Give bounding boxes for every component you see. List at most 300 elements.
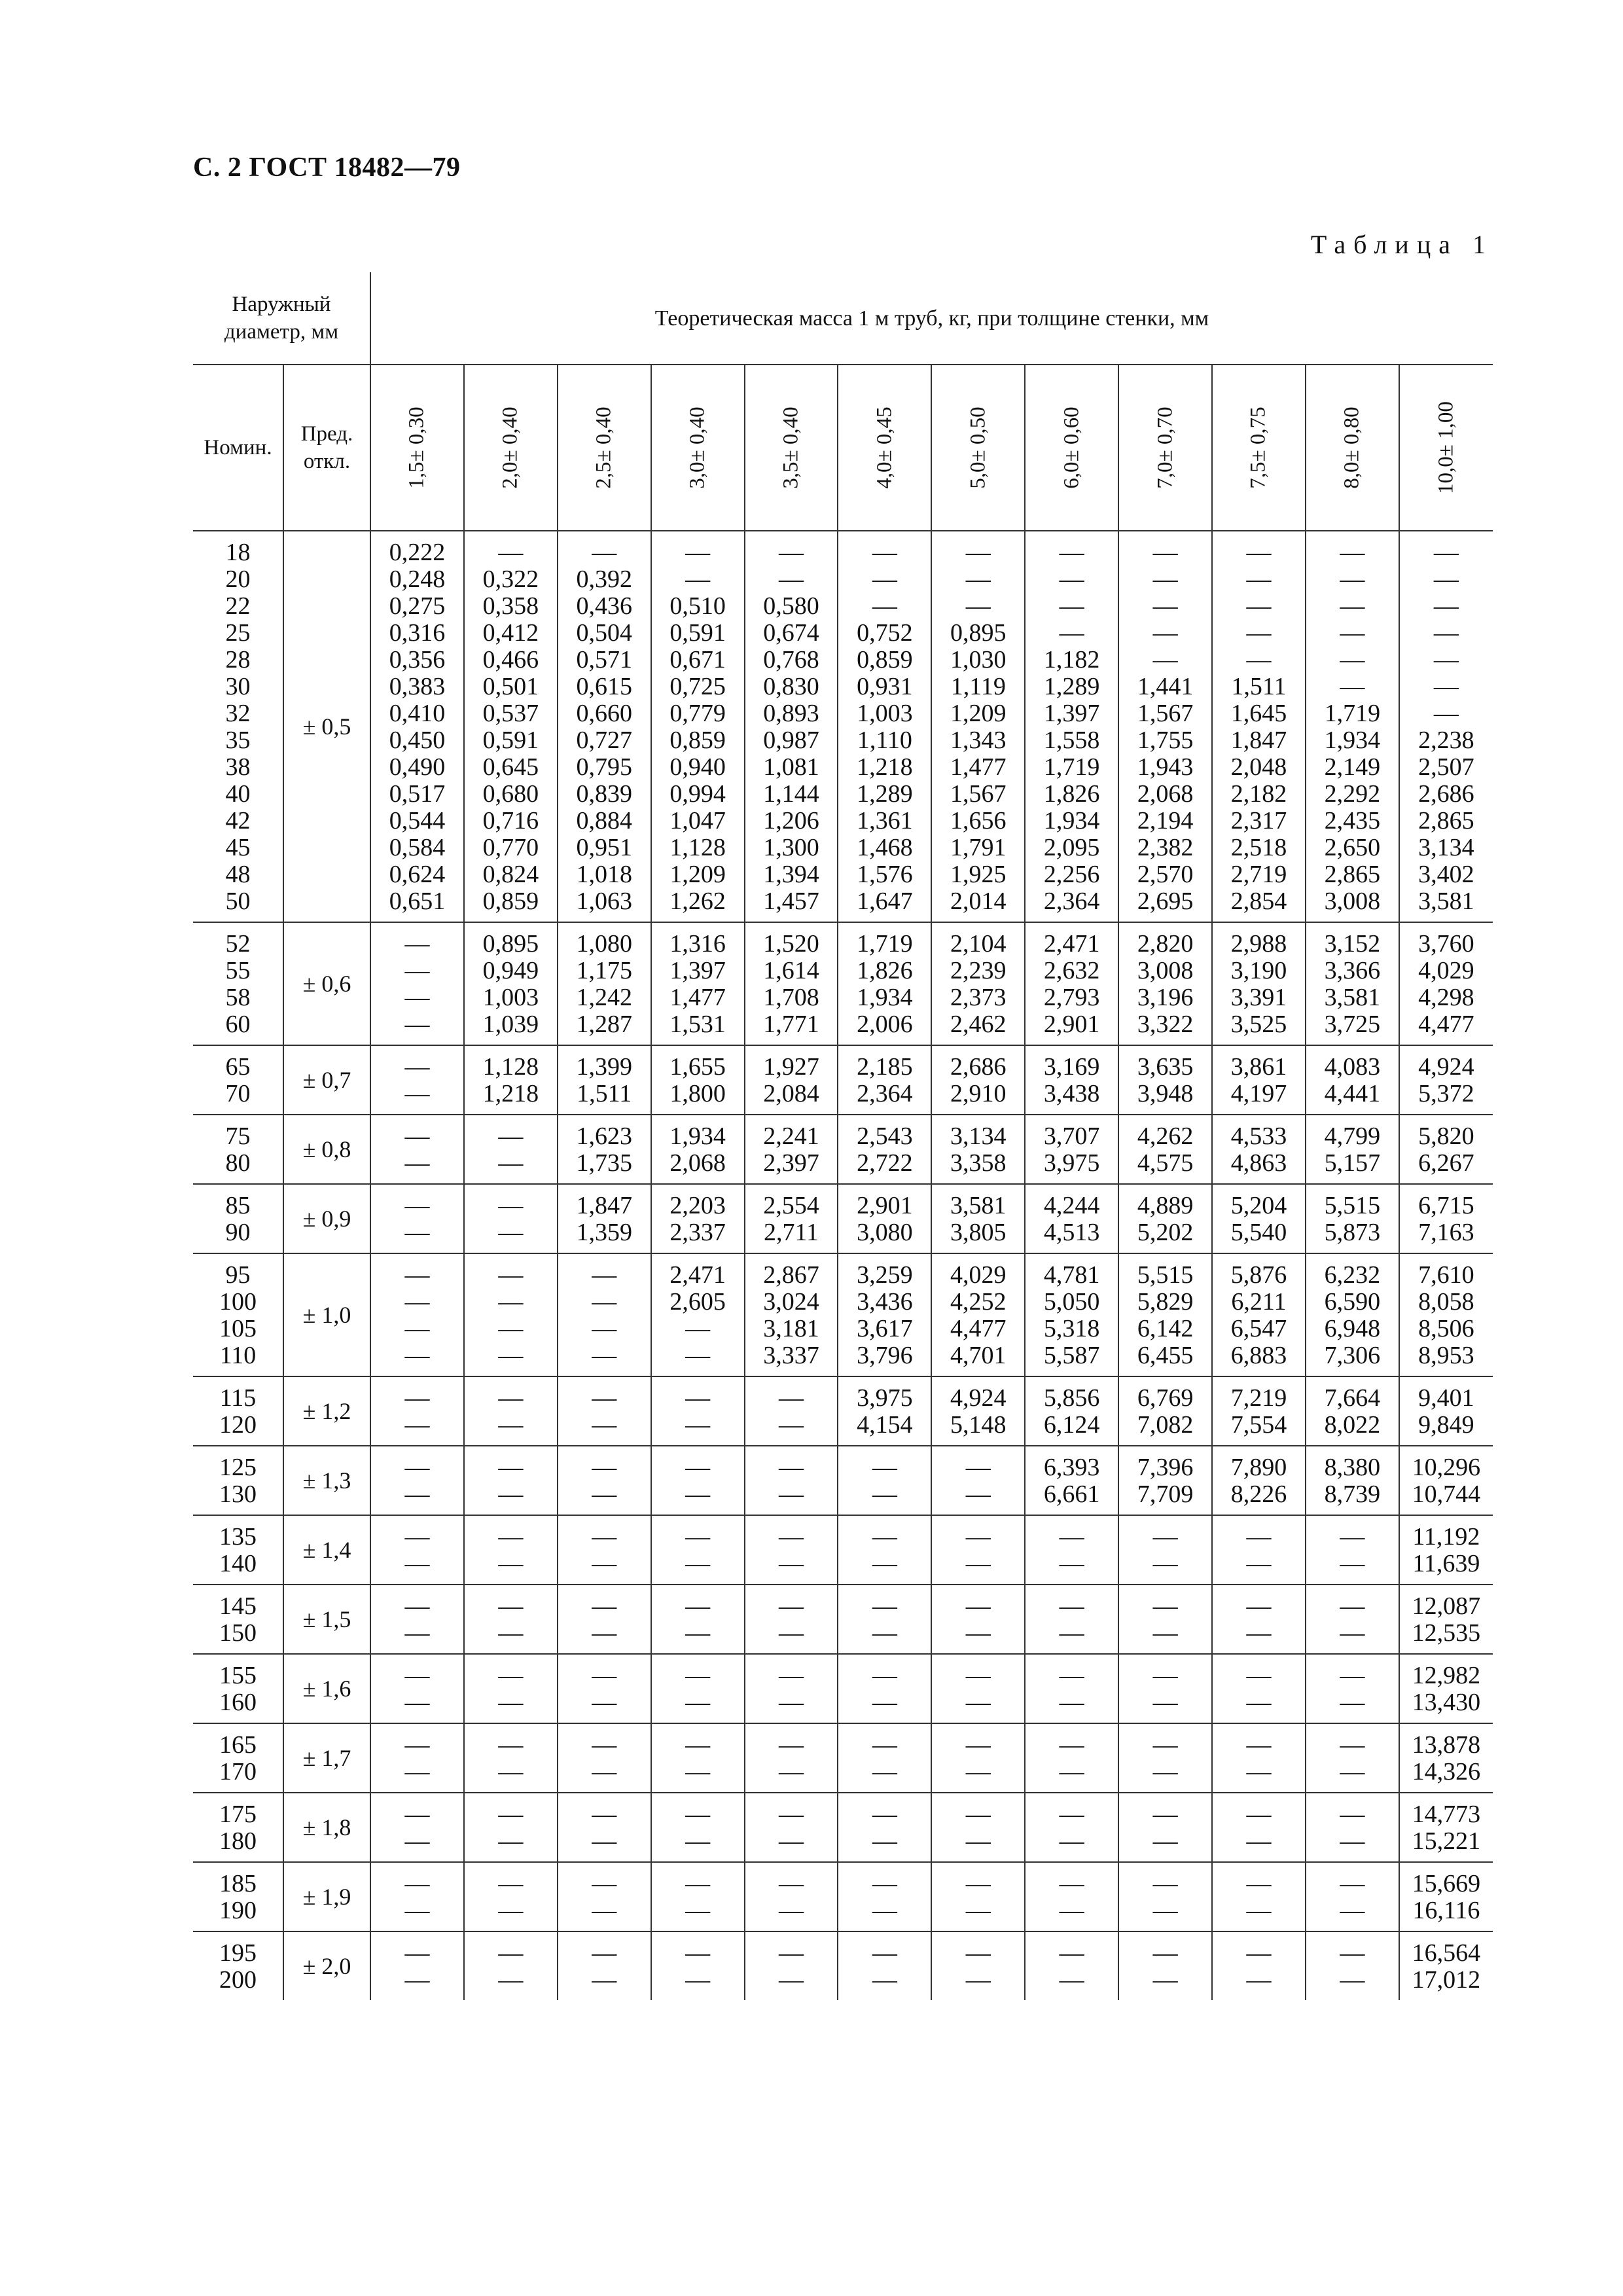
mass-value: 1,791 xyxy=(950,834,1007,861)
mass-value: 3,725 xyxy=(1324,1011,1381,1038)
mass-value: 2,901 xyxy=(1043,1011,1100,1038)
mass-value: — xyxy=(779,1966,804,1994)
nominal-diameter-cell xyxy=(193,1515,283,1585)
mass-value: 0,645 xyxy=(482,753,539,781)
mass-value: 16,564 xyxy=(1412,1939,1481,1967)
mass-value: 2,462 xyxy=(950,1011,1007,1038)
mass-value: — xyxy=(592,1550,617,1577)
mass-value: 1,359 xyxy=(576,1219,632,1246)
mass-value: 2,901 xyxy=(857,1192,913,1219)
deviation-cell: ± 1,5 xyxy=(283,1585,370,1654)
mass-value: 4,029 xyxy=(1418,957,1474,984)
mass-value-cell xyxy=(745,1184,838,1253)
mass-value: 5,204 xyxy=(1230,1192,1287,1219)
mass-value-cell xyxy=(464,1585,558,1654)
mass-value-cell xyxy=(838,1184,931,1253)
mass-value: 6,267 xyxy=(1418,1149,1474,1177)
mass-value: — xyxy=(685,1939,711,1967)
mass-value: 10,744 xyxy=(1412,1480,1481,1508)
mass-value-cell xyxy=(1025,1515,1118,1585)
mass-value-cell xyxy=(931,922,1025,1045)
mass-value-cell xyxy=(651,1376,745,1446)
mass-value: — xyxy=(404,1523,430,1551)
mass-value: 8,953 xyxy=(1418,1342,1474,1369)
mass-value: 0,949 xyxy=(482,957,539,984)
mass-value-cell xyxy=(745,1585,838,1654)
mass-value: 2,373 xyxy=(950,984,1007,1011)
header-thickness-1 xyxy=(370,365,464,531)
mass-value: 3,760 xyxy=(1418,930,1474,958)
mass-value-cell xyxy=(1212,1585,1306,1654)
mass-value-cell xyxy=(1118,1931,1212,2000)
mass-value: 7,554 xyxy=(1230,1411,1287,1439)
mass-value: 1,063 xyxy=(576,888,632,915)
mass-value: 1,645 xyxy=(1230,700,1287,727)
mass-value: — xyxy=(592,1342,617,1369)
mass-value: 3,975 xyxy=(1043,1149,1100,1177)
mass-value: 0,940 xyxy=(669,753,726,781)
mass-value: — xyxy=(498,1411,524,1439)
mass-value: 0,591 xyxy=(482,726,539,754)
mass-value: — xyxy=(404,1592,430,1620)
mass-value: — xyxy=(1246,1966,1272,1994)
mass-value: 3,196 xyxy=(1137,984,1194,1011)
nominal-diameter: 110 xyxy=(219,1342,257,1369)
nominal-diameter: 70 xyxy=(225,1080,251,1107)
mass-value: — xyxy=(965,1619,991,1647)
mass-value-cell xyxy=(464,1862,558,1931)
header-thickness-label: 2,0± 0,40 xyxy=(498,406,522,489)
mass-value: — xyxy=(498,1731,524,1759)
nominal-diameter: 90 xyxy=(225,1219,251,1246)
header-thickness-label: 6,0± 0,60 xyxy=(1060,406,1084,489)
table-header xyxy=(193,272,1493,531)
deviation-cell: ± 1,2 xyxy=(283,1376,370,1446)
mass-value-cell xyxy=(1025,1654,1118,1723)
mass-value: 13,878 xyxy=(1412,1731,1481,1759)
mass-value: 3,438 xyxy=(1043,1080,1100,1107)
nominal-diameter-cell xyxy=(193,1723,283,1793)
mass-value: 6,948 xyxy=(1324,1315,1381,1342)
mass-value: — xyxy=(498,1261,524,1289)
mass-value: 1,287 xyxy=(576,1011,632,1038)
mass-value: 1,209 xyxy=(669,861,726,888)
mass-value-cell xyxy=(1306,1446,1399,1515)
mass-value: — xyxy=(779,1870,804,1897)
mass-value: 1,081 xyxy=(763,753,819,781)
nominal-diameter-cell xyxy=(193,1585,283,1654)
mass-value: — xyxy=(1059,1662,1084,1689)
deviation-cell: ± 0,9 xyxy=(283,1184,370,1253)
mass-value: 2,820 xyxy=(1137,930,1194,958)
mass-value: 8,739 xyxy=(1324,1480,1381,1508)
mass-value-cell xyxy=(1212,1654,1306,1723)
mass-value: 2,632 xyxy=(1043,957,1100,984)
mass-value: 6,661 xyxy=(1043,1480,1100,1508)
mass-value: — xyxy=(779,1619,804,1647)
mass-value: 3,796 xyxy=(857,1342,913,1369)
mass-value: 5,372 xyxy=(1418,1080,1474,1107)
mass-value: — xyxy=(965,1592,991,1620)
mass-value: 0,412 xyxy=(482,619,539,647)
mass-value: — xyxy=(872,1870,897,1897)
mass-value: — xyxy=(404,1966,430,1994)
mass-value: 1,218 xyxy=(482,1080,539,1107)
header-thickness-5 xyxy=(745,365,838,531)
nominal-diameter: 195 xyxy=(219,1939,257,1967)
mass-value: 7,219 xyxy=(1230,1384,1287,1412)
mass-value: 1,477 xyxy=(950,753,1007,781)
mass-value-cell xyxy=(1306,1585,1399,1654)
mass-value: 1,316 xyxy=(669,930,726,958)
mass-value-cell xyxy=(838,531,931,922)
mass-value: 0,504 xyxy=(576,619,632,647)
mass-value-cell xyxy=(1306,1654,1399,1723)
mass-value: 1,520 xyxy=(763,930,819,958)
mass-value-cell xyxy=(745,1723,838,1793)
mass-value: 1,656 xyxy=(950,807,1007,834)
mass-value: 1,218 xyxy=(857,753,913,781)
mass-value: 3,581 xyxy=(950,1192,1007,1219)
deviation-cell: ± 1,7 xyxy=(283,1723,370,1793)
mass-value-cell xyxy=(1025,1446,1118,1515)
mass-value: 0,725 xyxy=(669,673,726,700)
nominal-diameter: 20 xyxy=(225,565,251,593)
mass-value: — xyxy=(685,1897,711,1924)
mass-value: — xyxy=(592,539,617,566)
mass-value: 0,383 xyxy=(389,673,446,700)
mass-value: 9,401 xyxy=(1418,1384,1474,1412)
mass-value-cell xyxy=(838,1931,931,2000)
mass-value: 0,466 xyxy=(482,646,539,673)
mass-value-cell xyxy=(1118,531,1212,922)
mass-value-cell xyxy=(370,1862,464,1931)
mass-value: — xyxy=(498,1288,524,1316)
mass-value-cell xyxy=(1025,1723,1118,1793)
mass-value: — xyxy=(404,1689,430,1716)
mass-value: — xyxy=(1246,1827,1272,1855)
mass-value: 2,471 xyxy=(1043,930,1100,958)
mass-value: 6,124 xyxy=(1043,1411,1100,1439)
mass-value: 2,104 xyxy=(950,930,1007,958)
mass-value: 2,865 xyxy=(1324,861,1381,888)
mass-value: 2,241 xyxy=(763,1122,819,1150)
mass-value: 4,477 xyxy=(950,1315,1007,1342)
mass-value: 6,393 xyxy=(1043,1454,1100,1481)
mass-value-cell xyxy=(1399,1862,1493,1931)
mass-value-cell xyxy=(745,1376,838,1446)
mass-value: 7,664 xyxy=(1324,1384,1381,1412)
mass-value-cell xyxy=(838,1515,931,1585)
nominal-diameter: 52 xyxy=(225,930,251,958)
mass-value: — xyxy=(404,1384,430,1412)
mass-value: 0,571 xyxy=(576,646,632,673)
mass-value: 4,513 xyxy=(1043,1219,1100,1246)
mass-value: 1,003 xyxy=(482,984,539,1011)
mass-value: — xyxy=(592,1480,617,1508)
mass-value: 0,358 xyxy=(482,592,539,620)
mass-value: — xyxy=(965,1480,991,1508)
mass-value: 7,610 xyxy=(1418,1261,1474,1289)
mass-value: — xyxy=(592,1827,617,1855)
nominal-diameter: 58 xyxy=(225,984,251,1011)
header-thickness-label: 5,0± 0,50 xyxy=(966,406,990,489)
mass-value-cell xyxy=(1118,1515,1212,1585)
mass-value: 0,795 xyxy=(576,753,632,781)
mass-value: 8,226 xyxy=(1230,1480,1287,1508)
mass-value: 15,221 xyxy=(1412,1827,1481,1855)
nominal-diameter-cell xyxy=(193,1184,283,1253)
nominal-diameter-cell xyxy=(193,922,283,1045)
mass-value: — xyxy=(872,1758,897,1785)
mass-value: — xyxy=(498,1122,524,1150)
nominal-diameter: 30 xyxy=(225,673,251,700)
mass-value: 3,008 xyxy=(1324,888,1381,915)
mass-value-cell xyxy=(931,1115,1025,1184)
mass-value: 0,544 xyxy=(389,807,446,834)
mass-value-cell xyxy=(1306,1184,1399,1253)
mass-value: — xyxy=(685,1662,711,1689)
mass-value: — xyxy=(779,1758,804,1785)
mass-value: 7,890 xyxy=(1230,1454,1287,1481)
mass-value: 15,669 xyxy=(1412,1870,1481,1897)
mass-value: 2,686 xyxy=(950,1053,1007,1081)
mass-value: — xyxy=(1246,1939,1272,1967)
mass-value: — xyxy=(1152,565,1178,593)
mass-value: 2,292 xyxy=(1324,780,1381,808)
mass-value-cell xyxy=(1399,1793,1493,1862)
nominal-diameter-cell xyxy=(193,1446,283,1515)
mass-value-cell xyxy=(1306,922,1399,1045)
mass-value: 14,326 xyxy=(1412,1758,1481,1785)
mass-value-cell xyxy=(1212,1515,1306,1585)
mass-value: 1,343 xyxy=(950,726,1007,754)
mass-value-cell xyxy=(838,1446,931,1515)
mass-value-cell xyxy=(1399,1045,1493,1115)
mass-value: 10,296 xyxy=(1412,1454,1481,1481)
nominal-diameter: 115 xyxy=(219,1384,257,1412)
mass-value: 1,030 xyxy=(950,646,1007,673)
mass-value: — xyxy=(779,565,804,593)
mass-value: 0,884 xyxy=(576,807,632,834)
nominal-diameter: 120 xyxy=(219,1411,257,1439)
mass-value-cell xyxy=(745,922,838,1045)
nominal-diameter: 75 xyxy=(225,1122,251,1150)
header-outer-diameter: Наружный диаметр, мм xyxy=(193,272,370,365)
mass-value: 5,829 xyxy=(1137,1288,1194,1316)
mass-value: 2,719 xyxy=(1230,861,1287,888)
mass-value: — xyxy=(1340,673,1365,700)
mass-value: 2,185 xyxy=(857,1053,913,1081)
nominal-diameter: 95 xyxy=(225,1261,251,1289)
mass-value: — xyxy=(498,1315,524,1342)
mass-value-cell xyxy=(1212,531,1306,922)
mass-value: 1,623 xyxy=(576,1122,632,1150)
table-row-group xyxy=(193,1862,1493,1931)
mass-value-cell xyxy=(1212,1446,1306,1515)
deviation-cell: ± 1,8 xyxy=(283,1793,370,1862)
mass-value: — xyxy=(685,1411,711,1439)
mass-value: 2,182 xyxy=(1230,780,1287,808)
mass-value: — xyxy=(685,1454,711,1481)
nominal-diameter: 48 xyxy=(225,861,251,888)
nominal-diameter: 190 xyxy=(219,1897,257,1924)
mass-value-cell xyxy=(464,1793,558,1862)
mass-value: — xyxy=(1246,1550,1272,1577)
mass-value: — xyxy=(779,1411,804,1439)
mass-value: 0,651 xyxy=(389,888,446,915)
mass-value: 4,924 xyxy=(950,1384,1007,1412)
mass-value-cell xyxy=(1306,1723,1399,1793)
mass-value: — xyxy=(779,1523,804,1551)
mass-value: 2,471 xyxy=(669,1261,726,1289)
mass-value-cell xyxy=(1025,1931,1118,2000)
mass-value-cell xyxy=(370,1723,464,1793)
nominal-diameter: 170 xyxy=(219,1758,257,1785)
mass-value: — xyxy=(1246,565,1272,593)
mass-value: — xyxy=(404,1342,430,1369)
mass-value: 16,116 xyxy=(1412,1897,1480,1924)
table-row-group xyxy=(193,1515,1493,1585)
mass-value: 8,022 xyxy=(1324,1411,1381,1439)
mass-value: — xyxy=(685,1619,711,1647)
mass-value: — xyxy=(685,1966,711,1994)
mass-value: 7,163 xyxy=(1418,1219,1474,1246)
mass-value: 1,558 xyxy=(1043,726,1100,754)
mass-value: — xyxy=(592,1384,617,1412)
mass-value: — xyxy=(872,1550,897,1577)
mass-value: — xyxy=(1152,1897,1178,1924)
mass-value-cell xyxy=(1399,1253,1493,1376)
mass-value: — xyxy=(779,1384,804,1412)
mass-value: 0,768 xyxy=(763,646,819,673)
nominal-diameter: 200 xyxy=(219,1966,257,1994)
mass-value: — xyxy=(872,1523,897,1551)
mass-value: — xyxy=(872,1731,897,1759)
mass-value-cell xyxy=(931,1793,1025,1862)
mass-value: 7,396 xyxy=(1137,1454,1194,1481)
header-thickness-label: 3,5± 0,40 xyxy=(779,406,803,489)
mass-value: 2,014 xyxy=(950,888,1007,915)
mass-value: — xyxy=(1152,1939,1178,1967)
mass-value: — xyxy=(965,1454,991,1481)
mass-value: 0,517 xyxy=(389,780,446,808)
mass-value-cell xyxy=(1306,1931,1399,2000)
mass-value: — xyxy=(404,1939,430,1967)
mass-value: — xyxy=(498,1480,524,1508)
mass-value: — xyxy=(404,1261,430,1289)
mass-value: 4,083 xyxy=(1324,1053,1381,1081)
mass-value: — xyxy=(1152,1662,1178,1689)
mass-value: — xyxy=(1246,1870,1272,1897)
mass-value: — xyxy=(1059,1523,1084,1551)
mass-value: 3,169 xyxy=(1043,1053,1100,1081)
mass-value: — xyxy=(965,539,991,566)
deviation-cell: ± 1,9 xyxy=(283,1862,370,1931)
mass-value: 1,457 xyxy=(763,888,819,915)
header-thickness-label: 7,5± 0,75 xyxy=(1246,406,1270,489)
deviation-cell: ± 1,4 xyxy=(283,1515,370,1585)
mass-value: — xyxy=(779,1454,804,1481)
mass-value: — xyxy=(1340,565,1365,593)
mass-value: 5,873 xyxy=(1324,1219,1381,1246)
nominal-diameter-cell xyxy=(193,531,283,922)
mass-value-cell xyxy=(370,1253,464,1376)
mass-value: 5,820 xyxy=(1418,1122,1474,1150)
mass-value: 1,567 xyxy=(950,780,1007,808)
mass-value-cell xyxy=(1399,1931,1493,2000)
deviation-cell: ± 0,5 xyxy=(283,531,370,922)
mass-value: — xyxy=(498,1550,524,1577)
mass-value-cell xyxy=(931,1931,1025,2000)
mass-value: 1,128 xyxy=(482,1053,539,1081)
mass-value: — xyxy=(404,1550,430,1577)
mass-value: 8,380 xyxy=(1324,1454,1381,1481)
mass-value: 0,584 xyxy=(389,834,446,861)
mass-value: 2,238 xyxy=(1418,726,1474,754)
mass-value: — xyxy=(1152,1966,1178,1994)
mass-value: — xyxy=(965,592,991,620)
mass-value: 0,951 xyxy=(576,834,632,861)
mass-value: — xyxy=(592,1897,617,1924)
mass-value: 1,039 xyxy=(482,1011,539,1038)
mass-value: 0,615 xyxy=(576,673,632,700)
mass-value-cell xyxy=(558,1115,651,1184)
mass-value-cell xyxy=(1306,1793,1399,1862)
mass-value: — xyxy=(1340,1523,1365,1551)
mass-value-cell xyxy=(1399,1115,1493,1184)
mass-value: — xyxy=(592,1261,617,1289)
mass-value: 2,435 xyxy=(1324,807,1381,834)
mass-value-cell xyxy=(558,1862,651,1931)
mass-value: — xyxy=(872,592,897,620)
mass-value-cell xyxy=(651,1862,745,1931)
mass-value: 1,175 xyxy=(576,957,632,984)
mass-value: — xyxy=(1059,1939,1084,1967)
mass-value: — xyxy=(1152,1801,1178,1828)
mass-value: — xyxy=(1152,1689,1178,1716)
mass-value: 1,289 xyxy=(1043,673,1100,700)
nominal-diameter-cell xyxy=(193,1793,283,1862)
pipe-mass-table xyxy=(193,272,1493,2000)
mass-value-cell xyxy=(1118,1862,1212,1931)
mass-value: 8,058 xyxy=(1418,1288,1474,1316)
mass-value: 2,068 xyxy=(669,1149,726,1177)
mass-value: — xyxy=(872,1689,897,1716)
mass-value: 0,537 xyxy=(482,700,539,727)
mass-value: 2,570 xyxy=(1137,861,1194,888)
mass-value: — xyxy=(404,984,430,1011)
mass-value-cell xyxy=(558,922,651,1045)
mass-value-cell xyxy=(651,1184,745,1253)
mass-value: 5,202 xyxy=(1137,1219,1194,1246)
mass-value: 1,080 xyxy=(576,930,632,958)
mass-value: 0,987 xyxy=(763,726,819,754)
mass-value: 2,194 xyxy=(1137,807,1194,834)
mass-value-cell xyxy=(1118,1376,1212,1446)
mass-value: — xyxy=(1433,539,1459,566)
mass-value: — xyxy=(1340,592,1365,620)
mass-value: — xyxy=(498,1801,524,1828)
table-row-group xyxy=(193,531,1493,922)
header-thickness-4 xyxy=(651,365,745,531)
deviation-cell: ± 1,3 xyxy=(283,1446,370,1515)
nominal-diameter: 140 xyxy=(219,1550,257,1577)
mass-value: 3,322 xyxy=(1137,1011,1194,1038)
mass-value: 5,587 xyxy=(1043,1342,1100,1369)
mass-value: 4,298 xyxy=(1418,984,1474,1011)
mass-value: 1,468 xyxy=(857,834,913,861)
